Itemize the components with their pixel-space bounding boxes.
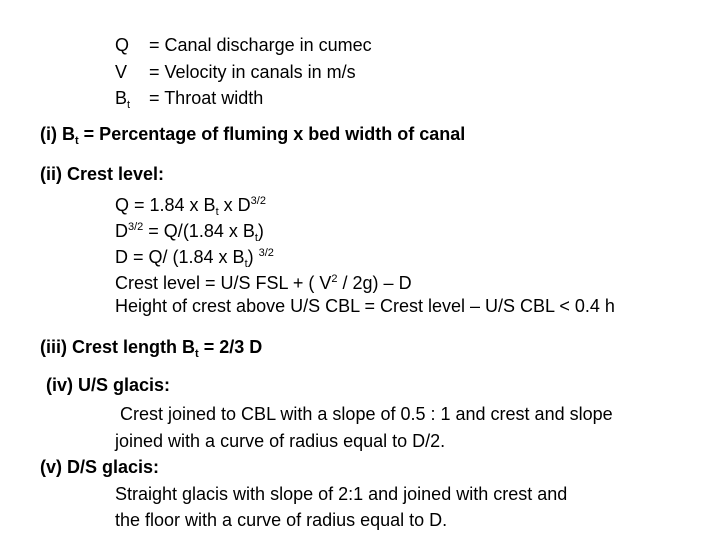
- definition-symbol: V: [115, 62, 128, 82]
- equation-1: Q = 1.84 x $B_t$ x $D^{3/2}$: [115, 195, 266, 218]
- item-iv-line-2: joined with a curve of radius equal to D/2.: [115, 431, 446, 451]
- definition-bt: [115, 87, 263, 116]
- item-ii-heading: (ii) Crest level:: [40, 164, 165, 184]
- equation-3: D = Q/ (1.84 x $B_t$) $^{3/2}$: [115, 247, 274, 270]
- item-v-heading: (v) D/S glacis:: [40, 457, 160, 477]
- item-iii-heading: (iii) Crest length $B_t = 2/3$ D: [40, 337, 263, 360]
- definition-symbol: Q: [115, 35, 130, 55]
- definition-v: [115, 61, 356, 83]
- definition-desc: = Velocity in canals in m/s: [149, 62, 356, 82]
- definition-desc: = Throat width: [149, 88, 264, 108]
- definition-q: [115, 34, 372, 56]
- equation-5: Height of crest above U/S CBL = Crest level – U/S CBL < 0.4 h: [115, 296, 615, 316]
- item-iv-heading: (iv) U/S glacis:: [46, 375, 171, 395]
- equation-2: $D^{3/2} = Q/(1.84$ x $B_t$): [115, 221, 264, 244]
- equation-4: Crest level = U/S FSL + ( $V^2 / 2g$) – D: [115, 273, 412, 293]
- item-i-heading: (i) $B_t$ = Percentage of fluming x bed width of canal: [40, 124, 466, 147]
- definition-desc: = Canal discharge in cumec: [149, 35, 372, 55]
- item-iv-line-1: Crest joined to CBL with a slope of 0.5 : 1 and crest and slope: [120, 404, 613, 424]
- definition-symbol: $B_t$: [115, 88, 131, 111]
- item-v-line-2: the floor with a curve of radius equal to D.: [115, 510, 448, 530]
- item-v-line-1: Straight glacis with slope of 2:1 and joined with crest and: [115, 484, 568, 504]
